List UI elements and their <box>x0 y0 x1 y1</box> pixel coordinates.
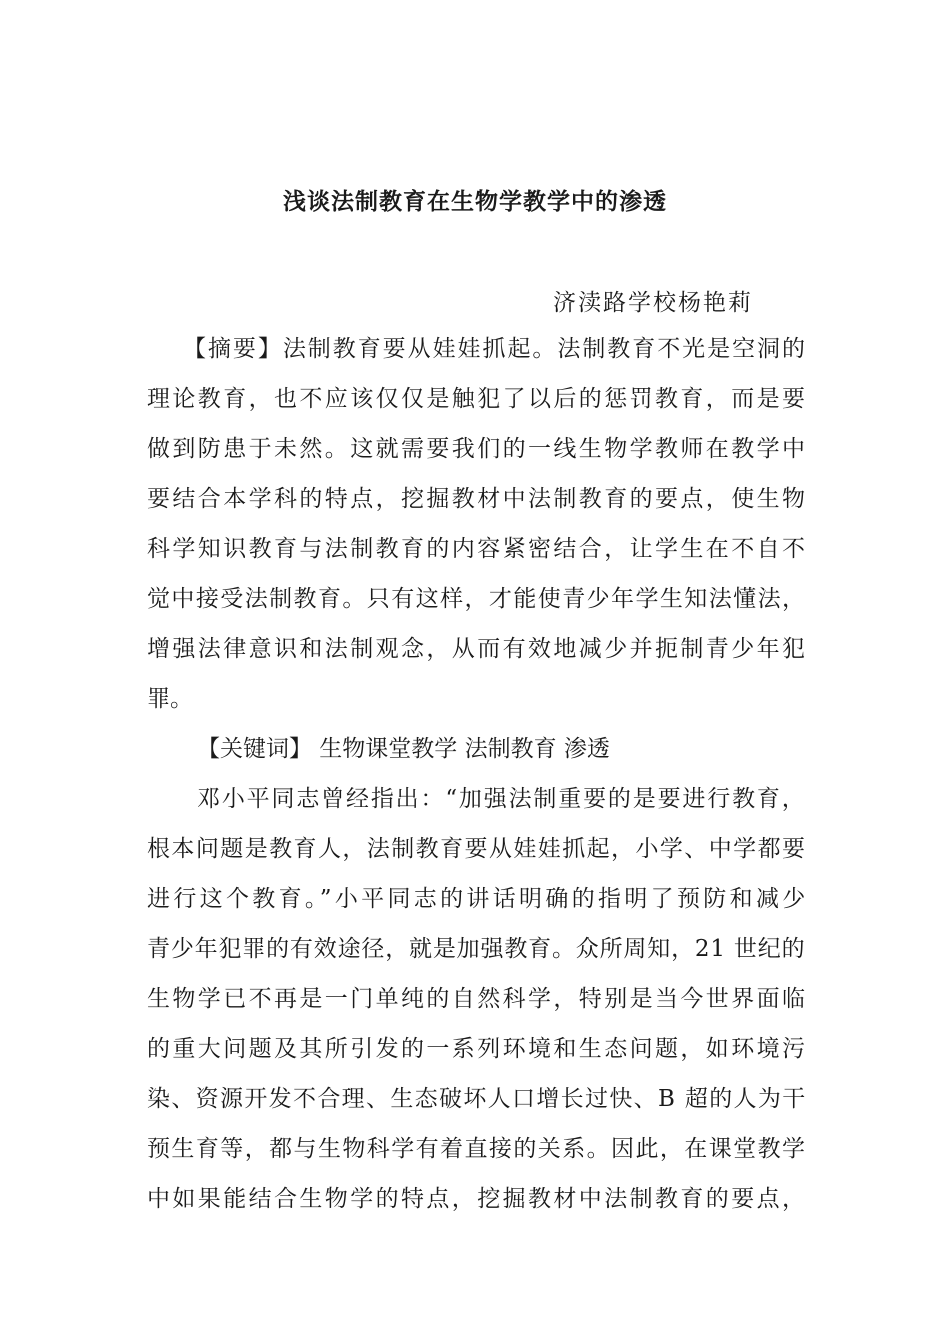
abstract-line: 增强法律意识和法制观念，从而有效地减少并扼制青少年犯 <box>147 636 808 662</box>
body-line: 染、资源开发不合理、生态破坏人口增长过快、B 超的人为干 <box>147 1086 807 1112</box>
abstract-line: 科学知识教育与法制教育的内容紧密结合，让学生在不自不 <box>147 536 808 562</box>
body-line: 生物学已不再是一门单纯的自然科学，特别是当今世界面临 <box>147 986 808 1012</box>
abstract-line: 要结合本学科的特点，挖掘教材中法制教育的要点，使生物 <box>147 486 808 512</box>
keywords-line: 【关键词】 生物课堂教学 法制教育 渗透 <box>197 736 610 762</box>
body-line: 中如果能结合生物学的特点，挖掘教材中法制教育的要点， <box>147 1186 808 1212</box>
body-line: 青少年犯罪的有效途径，就是加强教育。众所周知，21 世纪的 <box>147 936 806 962</box>
abstract-line: 罪。 <box>147 686 193 712</box>
body-line: 根本问题是教育人，法制教育要从娃娃抓起，小学、中学都要 <box>147 836 807 862</box>
abstract-line: 【摘要】法制教育要从娃娃抓起。法制教育不光是空洞的 <box>183 336 807 362</box>
body-line: 的重大问题及其所引发的一系列环境和生态问题，如环境污 <box>147 1036 808 1062</box>
abstract-line: 觉中接受法制教育。只有这样，才能使青少年学生知法懂法， <box>147 586 807 612</box>
document-title: 浅谈法制教育在生物学教学中的渗透 <box>283 188 667 215</box>
abstract-line: 理论教育，也不应该仅仅是触犯了以后的惩罚教育，而是要 <box>147 386 808 412</box>
abstract-line: 做到防患于未然。这就需要我们的一线生物学教师在教学中 <box>147 436 808 462</box>
document-author: 济渎路学校杨艳莉 <box>553 290 753 316</box>
body-line: 预生育等，都与生物科学有着直接的关系。因此，在课堂教学 <box>147 1136 807 1162</box>
body-line: 邓小平同志曾经指出：“加强法制重要的是要进行教育， <box>197 786 807 812</box>
body-line: 进行这个教育。”小平同志的讲话明确的指明了预防和减少 <box>147 886 809 912</box>
